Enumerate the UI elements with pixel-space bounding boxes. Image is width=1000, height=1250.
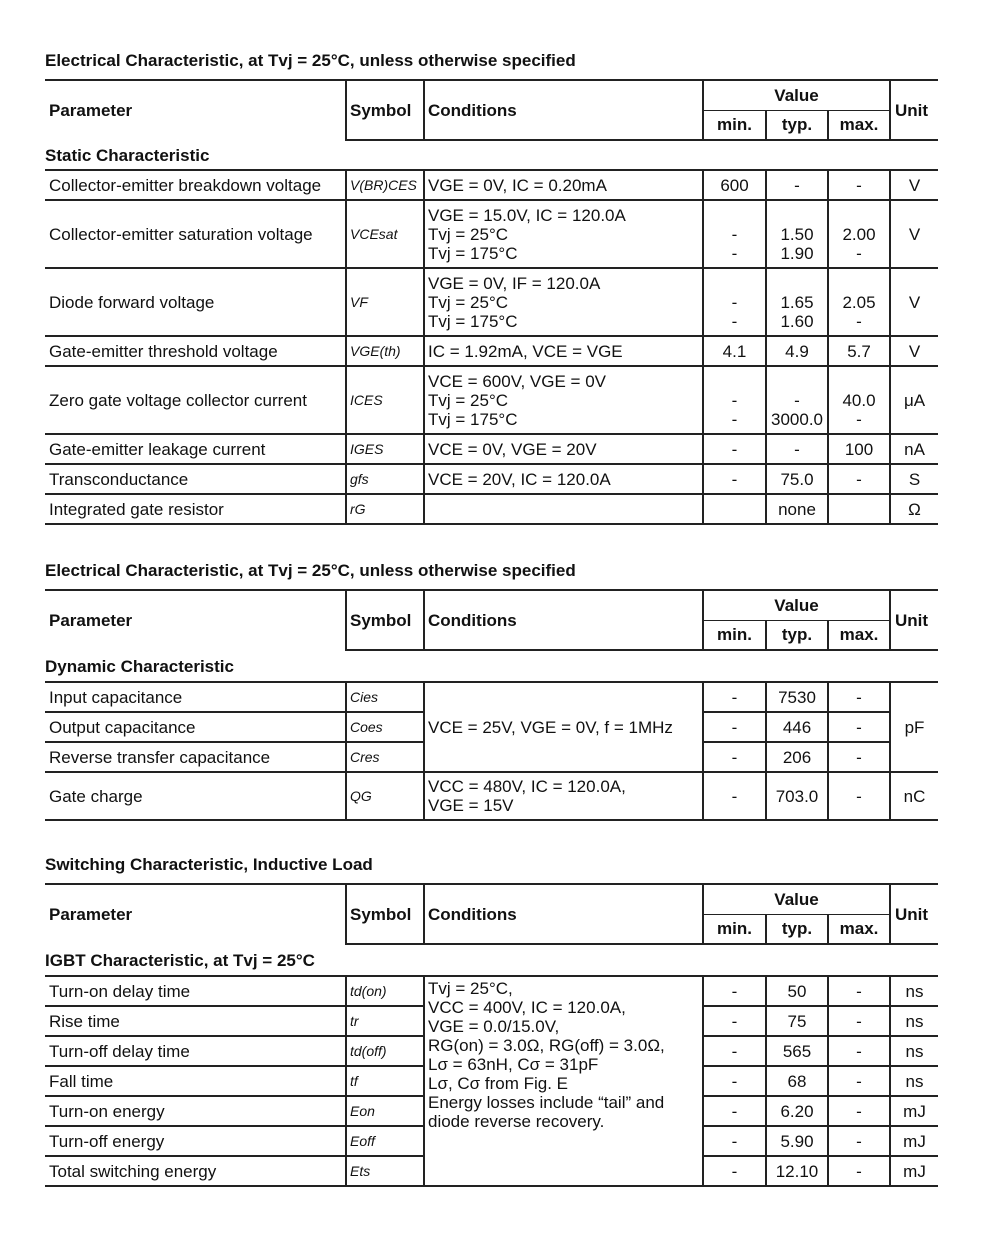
col-header-parameter: Parameter bbox=[45, 884, 346, 944]
symbol-cell: tr bbox=[346, 1006, 424, 1036]
typ-cell: 7530 bbox=[766, 682, 828, 712]
value-line: - bbox=[731, 224, 738, 244]
max-cell: - bbox=[828, 976, 890, 1006]
table-row bbox=[45, 976, 938, 1006]
min-cell: - bbox=[703, 712, 766, 742]
condition-line: Tvj = 175°C bbox=[428, 243, 518, 263]
typ-cell: - bbox=[766, 170, 828, 200]
subheading: Dynamic Characteristic bbox=[45, 650, 938, 682]
min-cell: - bbox=[703, 1036, 766, 1066]
value-line: 40.0 bbox=[842, 390, 876, 410]
symbol-cell: Eoff bbox=[346, 1126, 424, 1156]
table-row bbox=[45, 682, 938, 712]
conditions-cell: VCE = 0V, VGE = 20V bbox=[424, 434, 703, 464]
symbol-cell: Eon bbox=[346, 1096, 424, 1126]
value-line: 1.65 bbox=[780, 292, 814, 312]
table-row bbox=[45, 772, 938, 820]
value-line: 1.50 bbox=[780, 224, 814, 244]
typ-cell: 5.90 bbox=[766, 1126, 828, 1156]
col-header-unit: Unit bbox=[890, 80, 938, 140]
max-cell: - bbox=[828, 1126, 890, 1156]
table-row bbox=[45, 336, 938, 366]
col-header-max: max. bbox=[828, 914, 890, 944]
col-header-min: min. bbox=[703, 620, 766, 650]
unit-cell: pF bbox=[890, 682, 938, 772]
param-cell: Collector-emitter breakdown voltage bbox=[45, 170, 346, 200]
min-cell: 600 bbox=[703, 170, 766, 200]
unit-cell: V bbox=[890, 170, 938, 200]
max-cell: - bbox=[828, 742, 890, 772]
max-cell bbox=[828, 268, 890, 336]
value-line: - bbox=[731, 311, 738, 331]
value-line: 2.00 bbox=[842, 224, 876, 244]
typ-cell: - bbox=[766, 434, 828, 464]
switching-characteristic-table bbox=[45, 883, 938, 1187]
max-cell bbox=[828, 366, 890, 434]
param-cell: Fall time bbox=[45, 1066, 346, 1096]
col-header-symbol: Symbol bbox=[346, 80, 424, 140]
col-header-value: Value bbox=[703, 590, 890, 620]
col-header-value: Value bbox=[703, 80, 890, 110]
param-cell: Zero gate voltage collector current bbox=[45, 366, 346, 434]
typ-cell: 68 bbox=[766, 1066, 828, 1096]
param-cell: Gate-emitter threshold voltage bbox=[45, 336, 346, 366]
param-cell: Reverse transfer capacitance bbox=[45, 742, 346, 772]
param-cell: Integrated gate resistor bbox=[45, 494, 346, 524]
symbol-cell: V(BR)CES bbox=[346, 170, 424, 200]
unit-cell: V bbox=[890, 336, 938, 366]
param-cell: Output capacitance bbox=[45, 712, 346, 742]
symbol-cell: td(off) bbox=[346, 1036, 424, 1066]
max-cell: 5.7 bbox=[828, 336, 890, 366]
value-line: 1.90 bbox=[780, 243, 814, 263]
typ-cell: 206 bbox=[766, 742, 828, 772]
condition-line: VGE = 0V, IF = 120.0A bbox=[428, 273, 601, 293]
param-cell: Transconductance bbox=[45, 464, 346, 494]
max-cell: - bbox=[828, 464, 890, 494]
table-row bbox=[45, 464, 938, 494]
condition-line: Tvj = 175°C bbox=[428, 311, 518, 331]
condition-line: Lσ = 63nH, Cσ = 31pF bbox=[428, 1055, 599, 1074]
conditions-cell bbox=[424, 494, 703, 524]
table-row bbox=[45, 366, 938, 434]
conditions-cell: VCE = 25V, VGE = 0V, f = 1MHz bbox=[424, 682, 703, 772]
max-cell bbox=[828, 494, 890, 524]
value-line: - bbox=[731, 292, 738, 312]
condition-line: VGE = 0.0/15.0V, bbox=[428, 1017, 560, 1036]
param-cell: Input capacitance bbox=[45, 682, 346, 712]
param-cell: Total switching energy bbox=[45, 1156, 346, 1186]
conditions-cell: IC = 1.92mA, VCE = VGE bbox=[424, 336, 703, 366]
symbol-cell: Cres bbox=[346, 742, 424, 772]
max-cell: - bbox=[828, 1066, 890, 1096]
min-cell: - bbox=[703, 1156, 766, 1186]
conditions-cell bbox=[424, 772, 703, 820]
min-cell bbox=[703, 366, 766, 434]
min-cell: - bbox=[703, 772, 766, 820]
symbol-cell: td(on) bbox=[346, 976, 424, 1006]
max-cell: - bbox=[828, 1096, 890, 1126]
typ-cell: 703.0 bbox=[766, 772, 828, 820]
condition-line: Lσ, Cσ from Fig. E bbox=[428, 1074, 569, 1093]
typ-cell: 446 bbox=[766, 712, 828, 742]
max-cell: - bbox=[828, 1036, 890, 1066]
condition-line: Tvj = 175°C bbox=[428, 409, 518, 429]
unit-cell: S bbox=[890, 464, 938, 494]
conditions-cell bbox=[424, 268, 703, 336]
section-title: Electrical Characteristic, at Tvj = 25°C, unless otherwise specified bbox=[45, 51, 576, 70]
symbol-cell: VCEsat bbox=[346, 200, 424, 268]
static-characteristic-table bbox=[45, 79, 938, 525]
table-row bbox=[45, 170, 938, 200]
min-cell: - bbox=[703, 1126, 766, 1156]
unit-cell: mJ bbox=[890, 1126, 938, 1156]
unit-cell: μA bbox=[890, 366, 938, 434]
max-cell: 100 bbox=[828, 434, 890, 464]
condition-line: RG(on) = 3.0Ω, RG(off) = 3.0Ω, bbox=[428, 1036, 665, 1055]
unit-cell: ns bbox=[890, 976, 938, 1006]
table-row bbox=[45, 200, 938, 268]
param-cell: Turn-off energy bbox=[45, 1126, 346, 1156]
unit-cell: V bbox=[890, 200, 938, 268]
min-cell bbox=[703, 494, 766, 524]
subheading: IGBT Characteristic, at Tvj = 25°C bbox=[45, 944, 938, 976]
value-line: - bbox=[856, 243, 862, 263]
typ-cell: 6.20 bbox=[766, 1096, 828, 1126]
typ-cell: 75 bbox=[766, 1006, 828, 1036]
param-cell: Gate charge bbox=[45, 772, 346, 820]
col-header-typ: typ. bbox=[766, 620, 828, 650]
symbol-cell: QG bbox=[346, 772, 424, 820]
max-cell: - bbox=[828, 682, 890, 712]
col-header-conditions: Conditions bbox=[424, 80, 703, 140]
condition-line: VCE = 600V, VGE = 0V bbox=[428, 371, 606, 391]
conditions-cell: VCE = 20V, IC = 120.0A bbox=[424, 464, 703, 494]
condition-line: VGE = 15V bbox=[428, 796, 514, 815]
col-header-symbol: Symbol bbox=[346, 884, 424, 944]
param-cell: Turn-on delay time bbox=[45, 976, 346, 1006]
condition-line: VGE = 15.0V, IC = 120.0A bbox=[428, 205, 626, 225]
symbol-cell: gfs bbox=[346, 464, 424, 494]
unit-cell: mJ bbox=[890, 1096, 938, 1126]
max-cell: - bbox=[828, 1156, 890, 1186]
col-header-typ: typ. bbox=[766, 110, 828, 140]
condition-line: Tvj = 25°C, bbox=[428, 979, 513, 998]
col-header-max: max. bbox=[828, 110, 890, 140]
symbol-cell: IGES bbox=[346, 434, 424, 464]
col-header-parameter: Parameter bbox=[45, 590, 346, 650]
unit-cell: nA bbox=[890, 434, 938, 464]
value-line: - bbox=[731, 390, 738, 410]
param-cell: Rise time bbox=[45, 1006, 346, 1036]
col-header-symbol: Symbol bbox=[346, 590, 424, 650]
conditions-cell: VGE = 0V, IC = 0.20mA bbox=[424, 170, 703, 200]
col-header-unit: Unit bbox=[890, 590, 938, 650]
param-cell: Turn-off delay time bbox=[45, 1036, 346, 1066]
col-header-max: max. bbox=[828, 620, 890, 650]
symbol-cell: tf bbox=[346, 1066, 424, 1096]
condition-line: diode reverse recovery. bbox=[428, 1112, 605, 1131]
typ-cell: 50 bbox=[766, 976, 828, 1006]
unit-cell: ns bbox=[890, 1006, 938, 1036]
section-title: Electrical Characteristic, at Tvj = 25°C, unless otherwise specified bbox=[45, 561, 576, 580]
col-header-parameter: Parameter bbox=[45, 80, 346, 140]
col-header-min: min. bbox=[703, 110, 766, 140]
symbol-cell: rG bbox=[346, 494, 424, 524]
symbol-cell: ICES bbox=[346, 366, 424, 434]
param-cell: Turn-on energy bbox=[45, 1096, 346, 1126]
dynamic-characteristic-table bbox=[45, 589, 938, 821]
max-cell: - bbox=[828, 772, 890, 820]
max-cell: - bbox=[828, 712, 890, 742]
col-header-value: Value bbox=[703, 884, 890, 914]
col-header-conditions: Conditions bbox=[424, 884, 703, 944]
col-header-typ: typ. bbox=[766, 914, 828, 944]
table-row bbox=[45, 494, 938, 524]
symbol-cell: Coes bbox=[346, 712, 424, 742]
min-cell: - bbox=[703, 1066, 766, 1096]
unit-cell: V bbox=[890, 268, 938, 336]
subheading: Static Characteristic bbox=[45, 140, 938, 170]
min-cell bbox=[703, 200, 766, 268]
max-cell: - bbox=[828, 170, 890, 200]
typ-cell: none bbox=[766, 494, 828, 524]
typ-cell: 565 bbox=[766, 1036, 828, 1066]
unit-cell: ns bbox=[890, 1066, 938, 1096]
condition-line: Tvj = 25°C bbox=[428, 224, 509, 244]
table-row bbox=[45, 268, 938, 336]
condition-line: Tvj = 25°C bbox=[428, 390, 509, 410]
table-row bbox=[45, 434, 938, 464]
value-line: 1.60 bbox=[780, 311, 814, 331]
value-line: - bbox=[856, 409, 862, 429]
unit-cell: Ω bbox=[890, 494, 938, 524]
unit-cell: ns bbox=[890, 1036, 938, 1066]
min-cell: - bbox=[703, 1096, 766, 1126]
min-cell: 4.1 bbox=[703, 336, 766, 366]
min-cell: - bbox=[703, 976, 766, 1006]
param-cell: Diode forward voltage bbox=[45, 268, 346, 336]
conditions-cell bbox=[424, 200, 703, 268]
value-line: - bbox=[794, 390, 800, 410]
col-header-conditions: Conditions bbox=[424, 590, 703, 650]
conditions-cell bbox=[424, 976, 703, 1186]
param-cell: Collector-emitter saturation voltage bbox=[45, 200, 346, 268]
min-cell: - bbox=[703, 742, 766, 772]
typ-cell bbox=[766, 366, 828, 434]
typ-cell: 12.10 bbox=[766, 1156, 828, 1186]
col-header-unit: Unit bbox=[890, 884, 938, 944]
max-cell bbox=[828, 200, 890, 268]
symbol-cell: VF bbox=[346, 268, 424, 336]
value-line: - bbox=[856, 311, 862, 331]
value-line: - bbox=[731, 409, 738, 429]
section-title: Switching Characteristic, Inductive Load bbox=[45, 855, 373, 874]
typ-cell: 4.9 bbox=[766, 336, 828, 366]
typ-cell bbox=[766, 268, 828, 336]
value-line: 2.05 bbox=[842, 292, 876, 312]
typ-cell bbox=[766, 200, 828, 268]
value-line: 3000.0 bbox=[771, 409, 823, 429]
symbol-cell: Cies bbox=[346, 682, 424, 712]
value-line: - bbox=[731, 243, 738, 263]
condition-line: VCC = 480V, IC = 120.0A, bbox=[428, 777, 626, 796]
min-cell bbox=[703, 268, 766, 336]
condition-line: Energy losses include “tail” and bbox=[428, 1093, 665, 1112]
param-cell: Gate-emitter leakage current bbox=[45, 434, 346, 464]
max-cell: - bbox=[828, 1006, 890, 1036]
min-cell: - bbox=[703, 1006, 766, 1036]
unit-cell: mJ bbox=[890, 1156, 938, 1186]
min-cell: - bbox=[703, 682, 766, 712]
conditions-cell bbox=[424, 366, 703, 434]
min-cell: - bbox=[703, 434, 766, 464]
unit-cell: nC bbox=[890, 772, 938, 820]
typ-cell: 75.0 bbox=[766, 464, 828, 494]
col-header-min: min. bbox=[703, 914, 766, 944]
min-cell: - bbox=[703, 464, 766, 494]
symbol-cell: VGE(th) bbox=[346, 336, 424, 366]
condition-line: Tvj = 25°C bbox=[428, 292, 509, 312]
condition-line: VCC = 400V, IC = 120.0A, bbox=[428, 998, 626, 1017]
symbol-cell: Ets bbox=[346, 1156, 424, 1186]
